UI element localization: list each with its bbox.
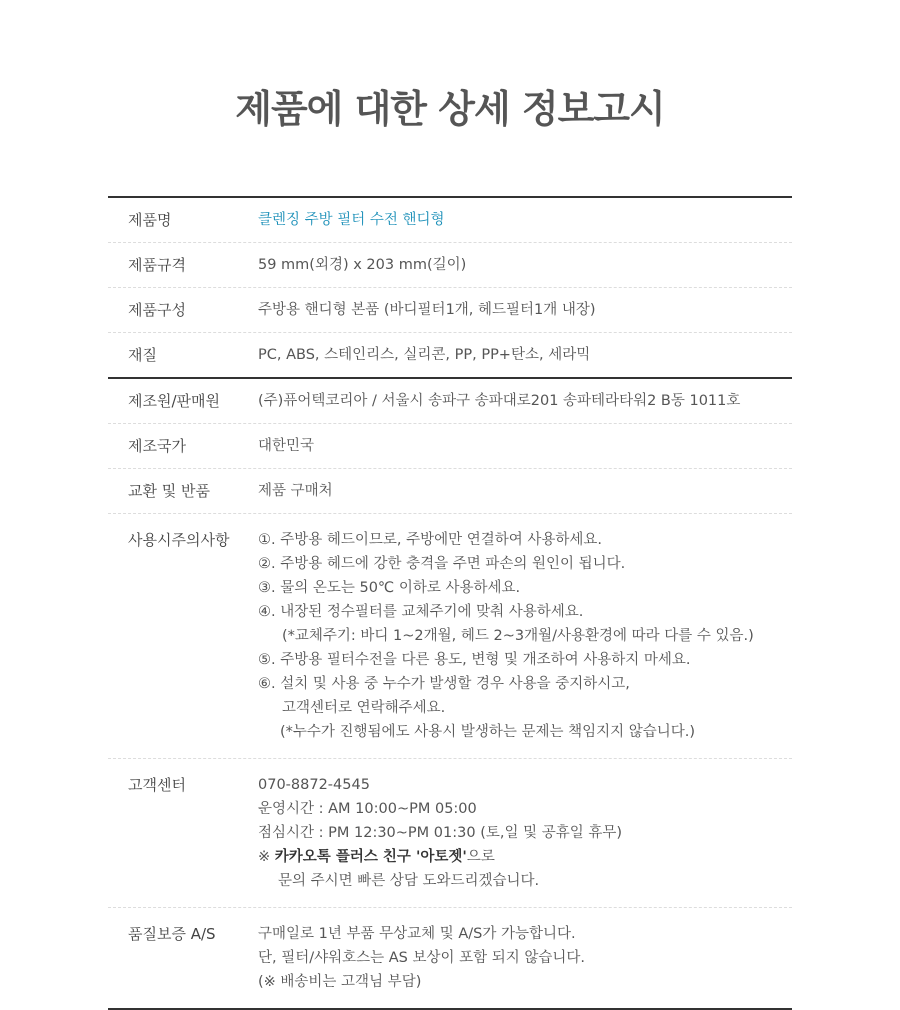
warranty-label: 품질보증 A/S (128, 925, 216, 943)
caution-line: 고객센터로 연락해주세요. (282, 700, 446, 716)
kakao-channel-name: 카카오톡 플러스 친구 '아토젯' (274, 849, 467, 865)
row-customer-center (108, 759, 792, 908)
spec-value: 59 mm(외경) x 203 mm(길이) (258, 257, 467, 273)
customer-center-label: 고객센터 (128, 776, 186, 794)
composition-value: 주방용 핸디형 본품 (바디필터1개, 헤드필터1개 내장) (258, 302, 596, 318)
row-composition (108, 288, 792, 333)
caution-line: ③. 물의 온도는 50℃ 이하로 사용하세요. (258, 580, 521, 596)
phone-number: 070-8872-4545 (258, 777, 370, 793)
manufacturer-label: 제조원/판매원 (128, 392, 220, 410)
manufacturer-value: (주)퓨어텍코리아 / 서울시 송파구 송파대로201 송파테라타워2 B동 1011호 (258, 393, 741, 409)
caution-line: ⑥. 설치 및 사용 중 누수가 발생할 경우 사용을 중지하시고, (258, 676, 630, 692)
row-product-name (108, 198, 792, 243)
country-label: 제조국가 (128, 437, 186, 455)
warranty-line: 구매일로 1년 부품 무상교체 및 A/S가 가능합니다. (258, 926, 576, 942)
caution-line: (*교체주기: 바디 1~2개월, 헤드 2~3개월/사용환경에 따라 다를 수 있음.) (282, 628, 754, 644)
warranty-line: (※ 배송비는 고객님 부담) (258, 974, 422, 990)
composition-label: 제품구성 (128, 301, 186, 319)
row-exchange (108, 469, 792, 514)
caution-line: (*누수가 진행됨에도 사용시 발생하는 문제는 책임지지 않습니다.) (280, 724, 696, 740)
customer-center-info (258, 773, 792, 893)
product-name-value: 클렌징 주방 필터 수전 핸디형 (258, 212, 445, 228)
product-name-label: 제품명 (128, 211, 172, 229)
country-value: 대한민국 (258, 438, 315, 454)
row-spec (108, 243, 792, 288)
product-info-table (108, 196, 792, 1010)
kakao-notice (258, 845, 792, 869)
material-value: PC, ABS, 스테인리스, 실리콘, PP, PP+탄소, 세라믹 (258, 347, 591, 363)
warranty-line: 단, 필터/샤워호스는 AS 보상이 포함 되지 않습니다. (258, 950, 586, 966)
row-material (108, 333, 792, 379)
warranty-info (258, 922, 792, 994)
caution-line: ②. 주방용 헤드에 강한 충격을 주면 파손의 원인이 됩니다. (258, 556, 626, 572)
cautions-label: 사용시주의사항 (128, 531, 230, 549)
kakao-suffix: 으로 (466, 849, 495, 865)
kakao-prefix: ※ (258, 849, 275, 865)
caution-line: ①. 주방용 헤드이므로, 주방에만 연결하여 사용하세요. (258, 532, 603, 548)
material-label: 재질 (128, 346, 157, 364)
row-warranty (108, 908, 792, 1010)
spec-label: 제품규격 (128, 256, 186, 274)
row-country (108, 424, 792, 469)
lunch-hours: 점심시간 : PM 12:30~PM 01:30 (토,일 및 공휴일 휴무) (258, 825, 622, 841)
exchange-value: 제품 구매처 (258, 483, 333, 499)
caution-line: ⑤. 주방용 필터수전을 다른 용도, 변형 및 개조하여 사용하지 마세요. (258, 652, 691, 668)
caution-line: ④. 내장된 정수필터를 교체주기에 맞춰 사용하세요. (258, 604, 584, 620)
exchange-label: 교환 및 반품 (128, 482, 210, 500)
row-cautions (108, 514, 792, 759)
cautions-list (258, 528, 792, 744)
operating-hours: 운영시간 : AM 10:00~PM 05:00 (258, 801, 477, 817)
row-manufacturer (108, 379, 792, 424)
page-title: 제품에 대한 상세 정보고시 (235, 87, 665, 131)
kakao-notice-line2: 문의 주시면 빠른 상담 도와드리겠습니다. (278, 873, 540, 889)
